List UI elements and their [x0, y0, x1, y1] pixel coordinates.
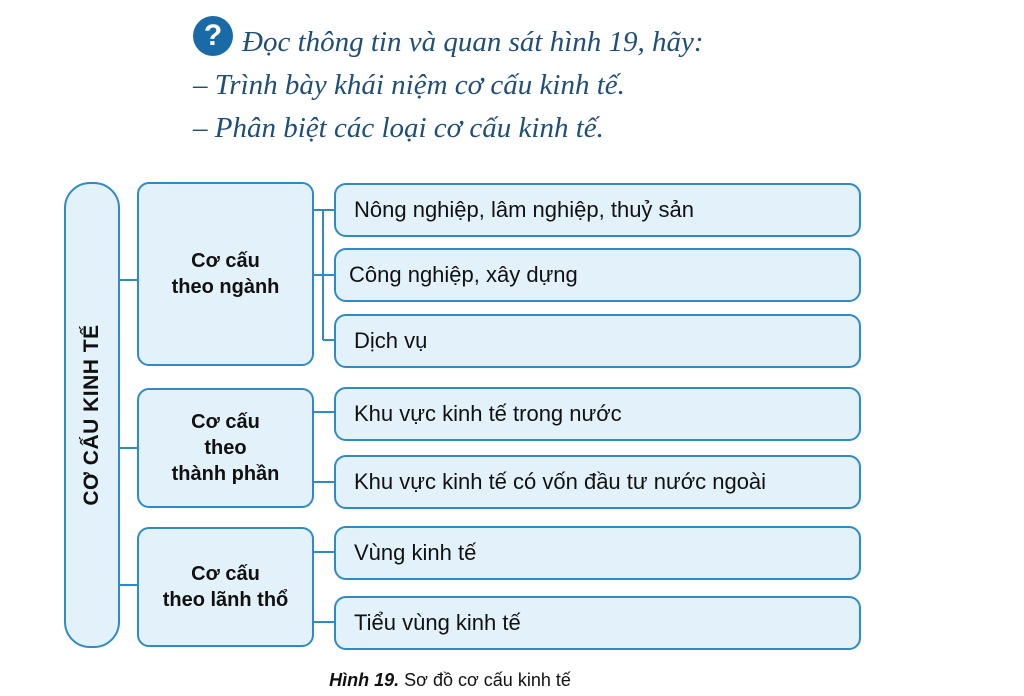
- root-box: [64, 182, 120, 648]
- leaf-label: Công nghiệp, xây dựng: [349, 262, 578, 287]
- leaf-label: Nông nghiệp, lâm nghiệp, thuỷ sản: [354, 197, 695, 222]
- leaf-box: [334, 183, 861, 237]
- category-box-sector: [137, 182, 314, 366]
- category-label-line: thành phần: [171, 463, 280, 485]
- category-box-territory: [137, 527, 314, 647]
- root-label: CƠ CẤU KINH TẾ: [80, 324, 103, 506]
- leaf-label: Khu vực kinh tế trong nước: [354, 401, 622, 426]
- leaf-label: Dịch vụ: [354, 328, 428, 353]
- leaf-box: [334, 387, 861, 441]
- question-bullet-1: – Trình bày khái niệm cơ cấu kinh tế.: [193, 69, 625, 101]
- caption-text: Sơ đồ cơ cấu kinh tế: [399, 670, 571, 690]
- leaf-box: [334, 596, 861, 650]
- question-intro: Đọc thông tin và quan sát hình 19, hãy:: [242, 26, 704, 58]
- leaf-label: Khu vực kinh tế có vốn đầu tư nước ngoài: [354, 469, 767, 494]
- category-box-ownership: [137, 388, 314, 508]
- caption-label: Hình 19.: [329, 670, 400, 690]
- leaf-box: [334, 455, 861, 509]
- leaf-label: Vùng kinh tế: [354, 540, 477, 565]
- question-bullet-2: – Phân biệt các loại cơ cấu kinh tế.: [193, 112, 604, 144]
- leaf-box: [334, 314, 861, 368]
- category-label-line: theo lãnh thổ: [162, 589, 289, 611]
- category-label-line: Cơ cấu: [191, 563, 260, 585]
- category-label-line: Cơ cấu: [191, 411, 260, 433]
- category-label-line: theo: [204, 437, 247, 459]
- question-icon: ?: [193, 16, 233, 56]
- leaf-box: [334, 526, 861, 580]
- category-label-line: Cơ cấu: [191, 250, 260, 272]
- leaf-label: Tiểu vùng kinh tế: [354, 610, 521, 635]
- figure-caption: [0, 670, 900, 691]
- leaf-box: [334, 248, 861, 302]
- category-label-line: theo ngành: [171, 276, 280, 298]
